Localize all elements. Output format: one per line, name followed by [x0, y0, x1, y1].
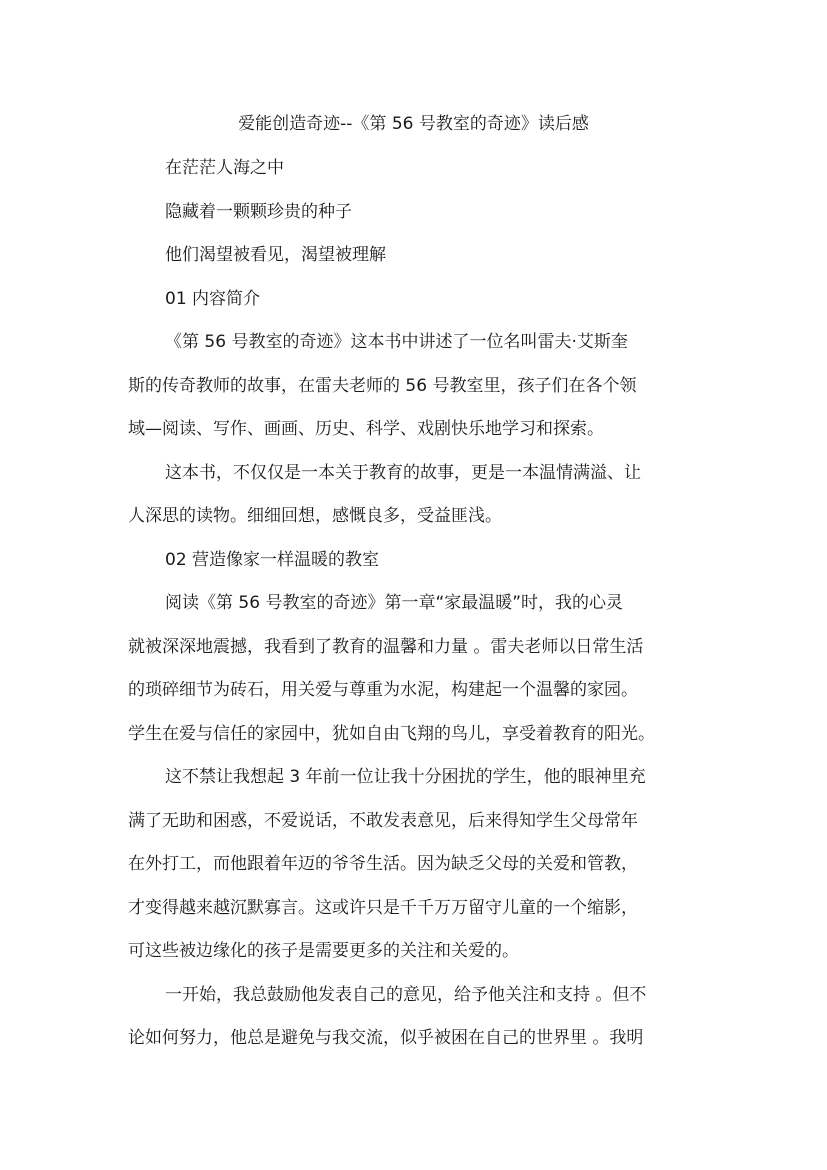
text-line: 阅读《第 56 号教室的奇迹》第一章“家最温暖”时，我的心灵 — [165, 593, 624, 613]
text-line: 的琐碎细节为砖石，用关爱与尊重为水泥，构建起一个温馨的家园。 — [128, 680, 638, 700]
text-line: 就被深深地震撼，我看到了教育的温馨和力量 。雷夫老师以日常生活 — [128, 637, 644, 657]
text-line: 域—阅读、写作、画画、历史、科学、戏剧快乐地学习和探索。 — [128, 419, 604, 439]
text-line: 学生在爱与信任的家园中，犹如自由飞翔的鸟儿，享受着教育的阳光。 — [128, 724, 655, 744]
text-line: 他们渴望被看见，渴望被理解 — [165, 245, 386, 265]
section-heading: 02 营造像家一样温暖的教室 — [165, 550, 380, 570]
text-line: 可这些被边缘化的孩子是需要更多的关注和关爱的。 — [128, 941, 519, 961]
text-line: 满了无助和困惑，不爱说话，不敢发表意见，后来得知学生父母常年 — [128, 811, 638, 831]
text-line: 《第 56 号教室的奇迹》这本书中讲述了一位名叫雷夫·艾斯奎 — [165, 332, 628, 352]
text-line: 人深思的读物。细细回想，感慨良多，受益匪浅。 — [128, 506, 502, 526]
text-line: 在茫茫人海之中 — [165, 158, 284, 178]
text-line: 才变得越来越沉默寡言。这或许只是千千万万留守儿童的一个缩影， — [128, 898, 638, 918]
text-line: 这不禁让我想起 3 年前一位让我十分困扰的学生，他的眼神里充 — [165, 767, 646, 787]
text-line: 在外打工，而他跟着年迈的爷爷生活。因为缺乏父母的关爱和管教， — [128, 854, 638, 874]
text-line: 斯的传奇教师的故事，在雷夫老师的 56 号教室里，孩子们在各个领 — [128, 376, 637, 396]
section-heading: 01 内容简介 — [165, 289, 261, 309]
text-line: 论如何努力，他总是避免与我交流，似乎被困在自己的世界里 。我明 — [128, 1028, 644, 1048]
document-title: 爱能创造奇迹--《第 56 号教室的奇迹》读后感 — [238, 114, 589, 134]
text-line: 隐藏着一颗颗珍贵的种子 — [165, 202, 352, 222]
text-line: 一开始，我总鼓励他发表自己的意见，给予他关注和支持 。但不 — [165, 985, 647, 1005]
text-line: 这本书，不仅仅是一本关于教育的故事，更是一本温情满溢、让 — [165, 463, 641, 483]
